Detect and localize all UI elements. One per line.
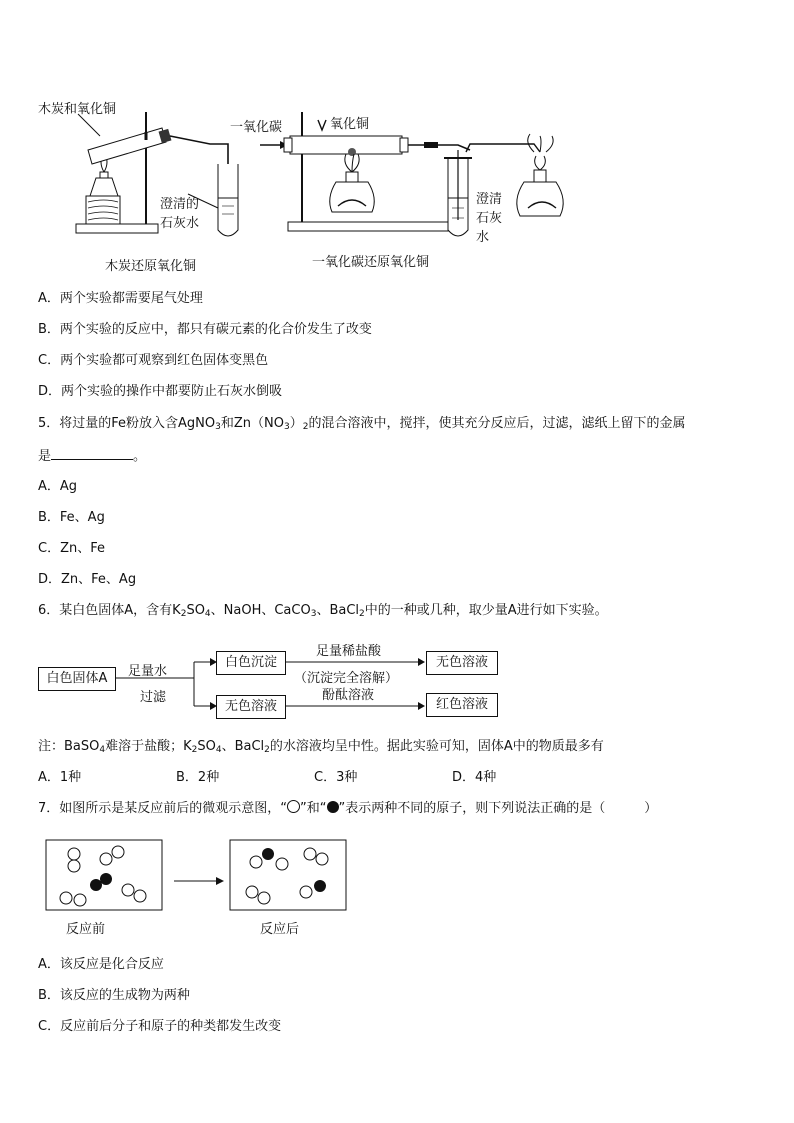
fig2-caption: 一氧化碳还原氧化铜: [312, 255, 430, 270]
q6-flow-start-box: 白色固体A: [38, 667, 116, 691]
fig2-limewater-label-3: 水: [476, 230, 490, 245]
before-black-atom-1: [90, 879, 102, 891]
q6-option-c: C．3种: [314, 770, 358, 785]
white-atom-icon: [287, 800, 300, 813]
after-black-atom-1: [262, 848, 274, 860]
q5-stem-line1: 5．将过量的Fe粉放入含AgNO$_3$和$Zn(NO_3)_2$的混合溶液中，搅拌，使其充分反应后，过滤，滤纸上留下的金属: [38, 416, 686, 432]
fig1-limewater-label-1: 澄清的: [160, 197, 200, 212]
q6-flow-colorless-box-2: 无色溶液: [216, 695, 286, 719]
fig1-reactants-label: 木炭和氧化铜: [38, 102, 117, 117]
q7-after-label: 反应后: [260, 922, 300, 937]
before-black-atom-2: [100, 873, 112, 885]
q7-particle-diagram: [44, 838, 354, 918]
q5-option-c: C．Zn、Fe: [38, 541, 105, 556]
q7-stem: 7．如图所示是某反应前后的微观示意图，“ ”和“ ”表示两种不同的原子，则下列说法正确的是（ ）: [38, 801, 658, 816]
q4-option-c: C．两个实验都可观察到红色固体变黑色: [38, 353, 269, 368]
q5-stem-line2: 是 。: [38, 446, 146, 466]
q6-note: 注：BaSO$_4$难溶于盐酸；$K_2SO_4$、BaCl$_2$的水溶液均呈中性。据此实验可知，固体A中的物质最多有: [38, 739, 604, 755]
q4-option-b: B．两个实验的反应中，都只有碳元素的化合价发生了改变: [38, 322, 372, 337]
q7-option-c: C．反应前后分子和原子的种类都发生改变: [38, 1019, 282, 1034]
q4-option-a: A．两个实验都需要尾气处理: [38, 291, 203, 306]
fig2-co-label: 一氧化碳: [230, 120, 283, 135]
co-apparatus-diagram: [258, 108, 588, 240]
fig1-limewater-label-2: 石灰水: [160, 216, 200, 231]
fig2-limewater-label-1: 澄清: [476, 192, 503, 207]
q6-flow-step-bottom: 过滤: [140, 690, 167, 705]
q5-option-a: A．Ag: [38, 479, 78, 494]
black-atom-icon: [327, 801, 339, 813]
q7-option-a: A．该反应是化合反应: [38, 957, 164, 972]
q6-flow-colorless-box-1: 无色溶液: [426, 651, 498, 675]
fig2-limewater-label-2: 石灰: [476, 211, 503, 226]
q6-flow-indicator-label: 酚酞溶液: [322, 688, 375, 703]
q5-option-b: B．Fe、Ag: [38, 510, 105, 525]
q5-answer-blank[interactable]: [51, 446, 133, 460]
q6-flow-acid-label: 足量稀盐酸: [316, 644, 382, 659]
q6-flow-precipitate-box: 白色沉淀: [216, 651, 286, 675]
q7-before-label: 反应前: [66, 922, 106, 937]
q7-option-b: B．该反应的生成物为两种: [38, 988, 190, 1003]
q6-flow-acid-note: （沉淀完全溶解）: [294, 671, 399, 686]
q6-flow-step-top: 足量水: [128, 664, 168, 679]
q6-flow-red-box: 红色溶液: [426, 693, 498, 717]
q4-option-d: D．两个实验的操作中都要防止石灰水倒吸: [38, 384, 283, 399]
charcoal-apparatus-diagram: [70, 108, 240, 240]
q5-option-d: D．Zn、Fe、Ag: [38, 572, 137, 587]
q6-option-d: D．4种: [452, 770, 497, 785]
q6-option-a: A．1种: [38, 770, 82, 785]
q6-option-b: B．2种: [176, 770, 220, 785]
fig2-cuo-label: 氧化铜: [330, 117, 370, 132]
after-black-atom-2: [314, 880, 326, 892]
q6-stem: 6．某白色固体A，含有$K_2SO_4$、NaOH、CaCO$_3$、BaCl$_2$中的一种或几种，取少量A进行如下实验。: [38, 603, 608, 619]
fig1-caption: 木炭还原氧化铜: [105, 259, 197, 274]
